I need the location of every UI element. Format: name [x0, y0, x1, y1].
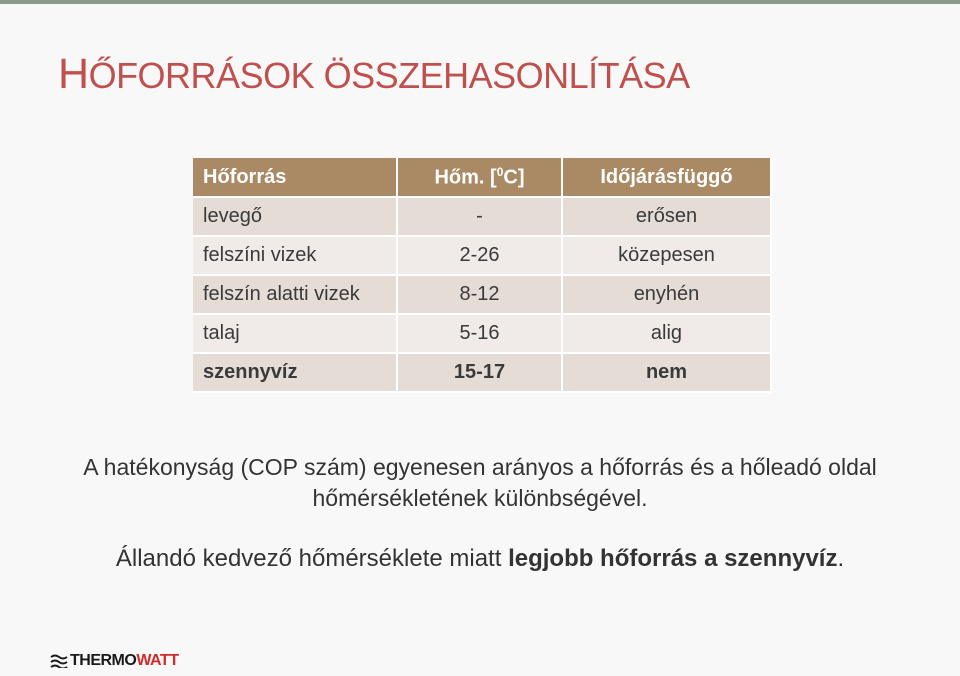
title-rest: ŐFORRÁSOK ÖSSZEHASONLÍTÁSA: [88, 55, 690, 96]
cell-temp: 5-16: [398, 315, 563, 354]
table-row: [193, 276, 772, 315]
cell-weather: közepesen: [563, 237, 772, 276]
header-heat-source: Hőforrás: [193, 158, 398, 198]
top-rule: [0, 0, 960, 4]
thermowatt-logo: [50, 652, 178, 670]
table-row: [193, 237, 772, 276]
cell-source: szennyvíz: [193, 354, 398, 393]
table-row: [193, 198, 772, 237]
table-header-row: [193, 158, 772, 198]
cop-paragraph: A hatékonyság (COP szám) egyenesen arányos a hőforrás és a hőleadó oldal hőmérsékletének különbségével.: [83, 454, 877, 511]
heat-source-table: [193, 158, 772, 393]
page-title: [58, 50, 690, 99]
cell-source: felszíni vizek: [193, 237, 398, 276]
cell-weather: alig: [563, 315, 772, 354]
table-row: [193, 354, 772, 393]
conclusion-bold: legjobb hőforrás a szennyvíz: [508, 545, 838, 572]
logo-text: THERMOWATT: [70, 652, 179, 669]
cell-source: levegő: [193, 198, 398, 237]
waves-icon: [50, 654, 68, 668]
title-initial: H: [58, 50, 89, 98]
conclusion-paragraph: [40, 545, 920, 573]
cell-weather: erősen: [563, 198, 772, 237]
cell-temp: -: [398, 198, 563, 237]
cell-temp: 8-12: [398, 276, 563, 315]
cell-temp: 15-17: [398, 354, 563, 393]
cell-weather: nem: [563, 354, 772, 393]
cell-source: talaj: [193, 315, 398, 354]
header-temperature: Hőm. [$^0$C]: [398, 158, 563, 198]
cell-weather: enyhén: [563, 276, 772, 315]
cell-temp: 2-26: [398, 237, 563, 276]
conclusion-end: .: [837, 545, 845, 572]
table-row: [193, 315, 772, 354]
conclusion-plain: Állandó kedvező hőmérséklete miatt: [115, 545, 509, 572]
header-weather-dependence: Időjárásfüggő: [563, 158, 772, 198]
cell-source: felszín alatti vizek: [193, 276, 398, 315]
